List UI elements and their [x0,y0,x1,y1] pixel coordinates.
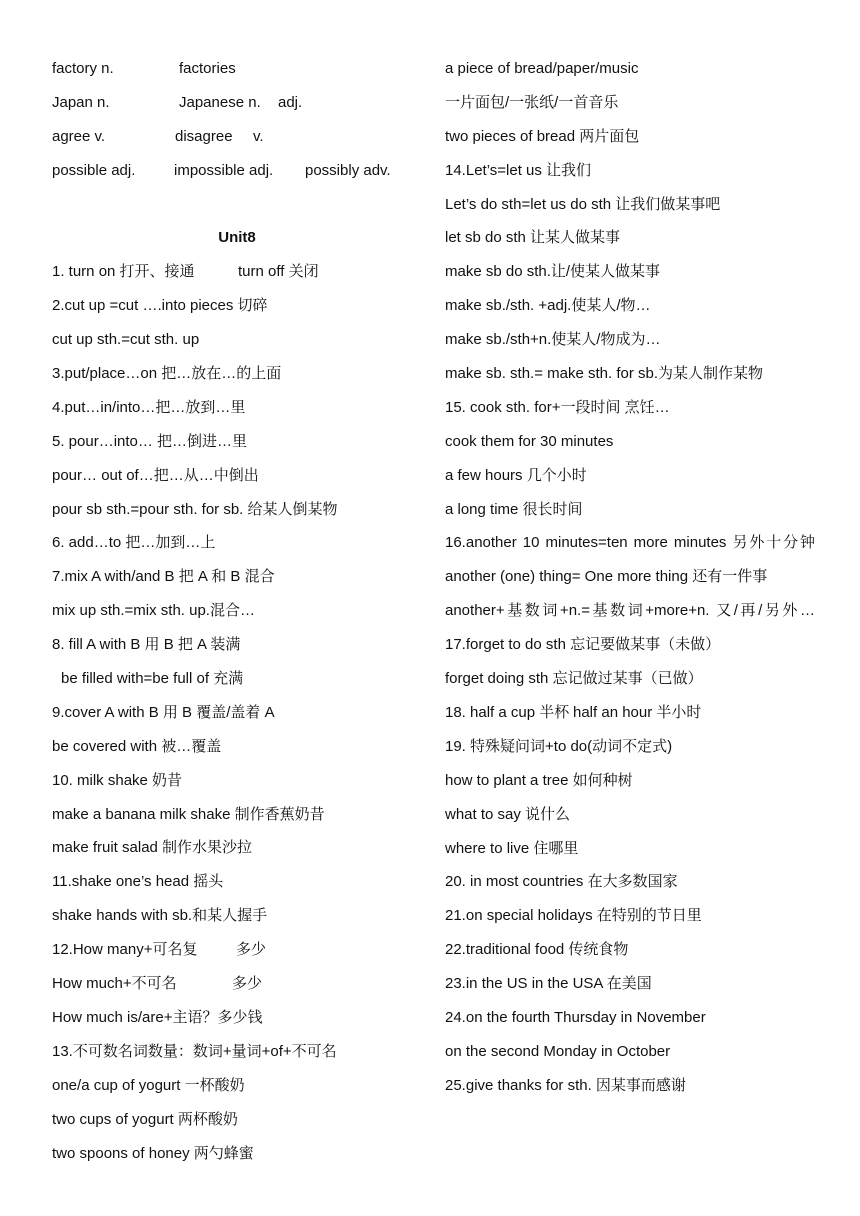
phrase-line: a long time 很长时间 [445,500,583,518]
phrase-line: 14.Let’s=let us 让我们 [445,161,592,179]
phrase-line: 11.shake one’s head 摇头 [52,873,224,891]
phrase-line: make sb./sth+n.使某人/物成为… [445,331,661,349]
phrase-line: two pieces of bread 两片面包 [445,127,640,145]
phrase-line: cook them for 30 minutes [445,432,614,450]
word-form-base: Japan n. [52,93,110,111]
phrase-line: 15. cook sth. for+一段时间 烹饪… [445,398,670,416]
word-form-row [52,86,422,120]
phrase-line: 3.put/place…on 把…放在…的上面 [52,365,282,383]
phrase-line: cut up sth.=cut sth. up [52,331,200,349]
phrase-part: 多少 [236,941,267,959]
phrase-line: let sb do sth 让某人做某事 [445,229,621,247]
phrase-line: 21.on special holidays 在特别的节日里 [445,907,702,925]
phrase-part: 1. turn on 打开、接通 [52,263,195,281]
spacer [52,188,422,222]
phrase-part: 多少 [232,975,263,993]
phrase-line: 2.cut up =cut ….into pieces 切碎 [52,297,268,315]
phrase-line: how to plant a tree 如何种树 [445,771,633,789]
word-form-derived: factories [179,60,236,77]
word-form-base: possible adj. [52,161,136,179]
word-form-pos: possibly adv. [305,161,391,179]
phrase-line: mix up sth.=mix sth. up.混合… [52,602,255,620]
phrase-line: 19. 特殊疑问词+to do(动词不定式) [445,737,673,755]
word-form-row [52,52,422,86]
phrase-line: 20. in most countries 在大多数国家 [445,873,678,891]
right-column [445,52,815,1103]
phrase-line: one/a cup of yogurt 一杯酸奶 [52,1076,245,1094]
phrase-line: another (one) thing= One more thing 还有一件事 [445,568,768,586]
phrase-line: 16.another 10 minutes=ten more minutes 另外十分钟 [445,534,815,552]
phrase-line: make a banana milk shake 制作香蕉奶昔 [52,805,325,823]
phrase-line: pour… out of…把…从…中倒出 [52,466,259,484]
phrase-line: How much is/are+主语？多少钱 [52,1008,263,1026]
phrase-line: a piece of bread/paper/music [445,60,639,77]
phrase-line [52,933,422,967]
left-column [52,52,422,1170]
word-form-pos: v. [253,127,264,145]
word-form-base: factory n. [52,60,114,77]
phrase-part: half an hour 半小时 [573,703,702,721]
phrase-line: 13.不可数名词数量：数词+量词+of+不可名 [52,1042,337,1060]
word-form-base: agree v. [52,127,106,145]
phrase-line: make fruit salad 制作水果沙拉 [52,839,253,857]
word-form-derived: disagree [175,127,233,145]
phrase-part: 12.How many+可名复 [52,941,198,959]
phrase-line: two spoons of honey 两勺蜂蜜 [52,1144,254,1162]
phrase-part: turn off 关闭 [238,263,319,281]
word-form-derived: impossible adj. [174,161,274,179]
phrase-line: shake hands with sb.和某人握手 [52,907,268,925]
phrase-line: make sb do sth.让/使某人做某事 [445,263,661,281]
phrase-line: 5. pour…into… 把…倒进…里 [52,432,248,450]
phrase-line: Let’s do sth=let us do sth 让我们做某事吧 [445,195,721,213]
phrase-line: 8. fill A with B 用 B 把 A 装满 [52,636,241,654]
phrase-line: another+基数词+n.=基数词+more+n. 又/再/另外… [445,602,815,620]
phrase-line: make sb./sth. +adj.使某人/物… [445,297,651,315]
word-form-derived: Japanese n. [179,93,261,111]
word-form-pos: adj. [278,93,303,111]
phrase-line: 7.mix A with/and B 把 A 和 B 混合 [52,568,275,586]
phrase-line: 25.give thanks for sth. 因某事而感谢 [445,1076,686,1094]
unit-heading: Unit8 [218,229,256,247]
phrase-line: forget doing sth 忘记做过某事（已做） [445,670,703,688]
phrase-part: 18. half a cup 半杯 [445,703,570,721]
phrase-line: 22.traditional food 传统食物 [445,941,629,959]
phrase-line: 23.in the US in the USA 在美国 [445,975,652,993]
phrase-line: a few hours 几个小时 [445,466,587,484]
phrase-line: be covered with 被…覆盖 [52,737,222,755]
phrase-line [52,255,422,289]
word-form-row [52,154,422,188]
phrase-line: where to live 住哪里 [445,839,579,857]
phrase-line: 9.cover A with B 用 B 覆盖/盖着 A [52,703,275,721]
phrase-line: two cups of yogurt 两杯酸奶 [52,1110,238,1128]
phrase-line: 一片面包/一张纸/一首音乐 [445,93,619,111]
phrase-line: make sb. sth.= make sth. for sb.为某人制作某物 [445,365,764,383]
phrase-line: 17.forget to do sth 忘记要做某事（未做） [445,636,721,654]
phrase-line: on the second Monday in October [445,1042,671,1060]
word-form-row [52,120,422,154]
phrase-line [52,967,422,1001]
phrase-line: what to say 说什么 [445,805,571,823]
phrase-line: 6. add…to 把…加到…上 [52,534,216,552]
phrase-line: 10. milk shake 奶昔 [52,771,183,789]
phrase-line: pour sb sth.=pour sth. for sb. 给某人倒某物 [52,500,338,518]
phrase-line: be filled with=be full of 充满 [61,670,244,688]
phrase-line [445,696,815,730]
phrase-part: How much+不可名 [52,975,177,993]
phrase-line: 4.put…in/into…把…放到…里 [52,398,246,416]
phrase-line: 24.on the fourth Thursday in November [445,1008,706,1026]
